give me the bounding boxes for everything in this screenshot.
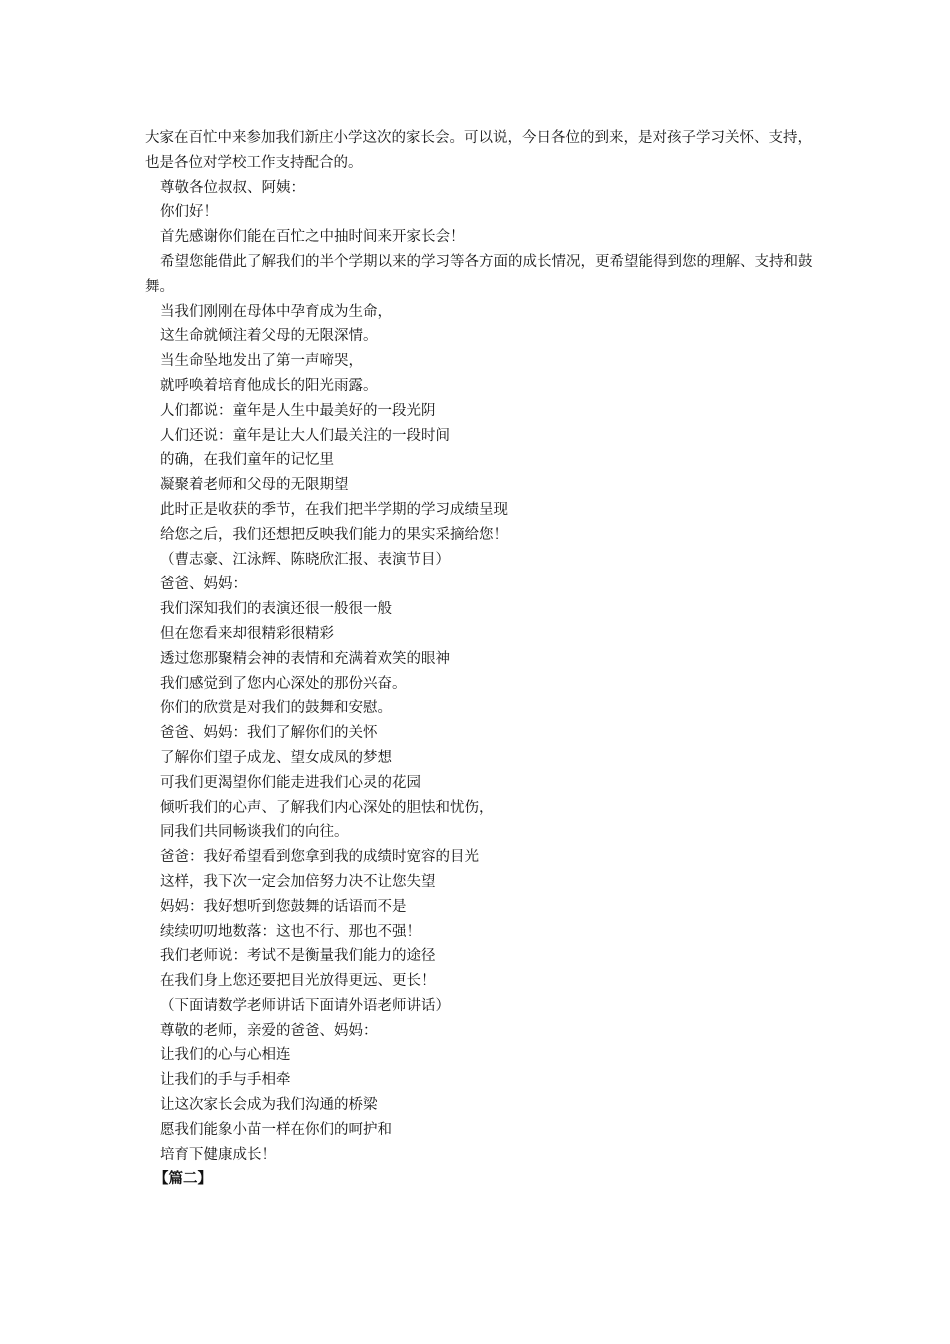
paragraph: 妈妈：我好想听到您鼓舞的话语而不是 — [160, 898, 407, 915]
paragraph: 了解你们望子成龙、望女成凤的梦想 — [160, 749, 392, 766]
paragraph: 尊敬的老师，亲爱的爸爸、妈妈： — [160, 1022, 378, 1039]
paragraph: 我们深知我们的表演还很一般很一般 — [160, 601, 392, 618]
paragraph: 我们老师说：考试不是衡量我们能力的途径 — [160, 948, 436, 965]
paragraph: 这生命就倾注着父母的无限深情。 — [160, 328, 378, 345]
paragraph: 我们感觉到了您内心深处的那份兴奋。 — [160, 675, 407, 692]
paragraph: 爸爸、妈妈：我们了解你们的关怀 — [160, 725, 378, 742]
paragraph: 爸爸、妈妈： — [160, 576, 247, 593]
paragraph: 给您之后，我们还想把反映我们能力的果实采摘给您！ — [160, 526, 508, 543]
paragraph: 你们的欣赏是对我们的鼓舞和安慰。 — [160, 700, 392, 717]
paragraph: 续续叨叨地数落：这也不行、那也不强！ — [160, 923, 421, 940]
paragraph: 的确，在我们童年的记忆里 — [160, 452, 334, 469]
paragraph: 可我们更渴望你们能走进我们心灵的花园 — [160, 774, 421, 791]
paragraph: 大家在百忙中来参加我们新庄小学这次的家长会。可以说，今日各位的到来，是对孩子学习关怀、支持，也是各位对学校工作支持配合的。 — [145, 130, 812, 171]
paragraph: 此时正是收获的季节，在我们把半学期的学习成绩呈现 — [160, 501, 508, 518]
paragraph: 人们都说：童年是人生中最美好的一段光阴 — [160, 402, 436, 419]
paragraph: 首先感谢你们能在百忙之中抽时间来开家长会！ — [160, 229, 465, 246]
paragraph: 就呼唤着培育他成长的阳光雨露。 — [160, 377, 378, 394]
paragraph: 爸爸：我好希望看到您拿到我的成绩时宽容的目光 — [160, 849, 479, 866]
paragraph: 透过您那聚精会神的表情和充满着欢笑的眼神 — [160, 650, 450, 667]
paragraph: 这样，我下次一定会加倍努力决不让您失望 — [160, 873, 436, 890]
paragraph: 当生命坠地发出了第一声啼哭， — [160, 353, 363, 370]
paragraph: 愿我们能象小苗一样在你们的呵护和 — [160, 1121, 392, 1138]
paragraph: 当我们刚刚在母体中孕育成为生命， — [160, 303, 392, 320]
paragraph: 让这次家长会成为我们沟通的桥梁 — [160, 1097, 378, 1114]
document-body — [145, 126, 817, 1192]
paragraph: （下面请数学老师讲话下面请外语老师讲话） — [160, 997, 450, 1014]
paragraph: 尊敬各位叔叔、阿姨： — [160, 179, 305, 196]
paragraph: 但在您看来却很精彩很精彩 — [160, 625, 334, 642]
paragraph: 倾听我们的心声、了解我们内心深处的胆怯和忧伤， — [160, 799, 494, 816]
section-heading: 【篇二】 — [154, 1170, 212, 1188]
paragraph: 凝聚着老师和父母的无限期望 — [160, 477, 349, 494]
paragraph: 你们好！ — [160, 204, 218, 221]
paragraph: 在我们身上您还要把目光放得更远、更长！ — [160, 973, 436, 990]
paragraph: 人们还说：童年是让大人们最关注的一段时间 — [160, 427, 450, 444]
paragraph: 希望您能借此了解我们的半个学期以来的学习等各方面的成长情况，更希望能得到您的理解、支持和鼓舞。 — [145, 253, 813, 295]
paragraph: （曹志豪、江泳辉、陈晓欣汇报、表演节目） — [160, 551, 450, 568]
paragraph: 同我们共同畅谈我们的向往。 — [160, 824, 349, 841]
paragraph: 让我们的心与心相连 — [160, 1047, 291, 1064]
paragraph: 让我们的手与手相牵 — [160, 1072, 291, 1089]
paragraph: 培育下健康成长！ — [160, 1146, 276, 1163]
